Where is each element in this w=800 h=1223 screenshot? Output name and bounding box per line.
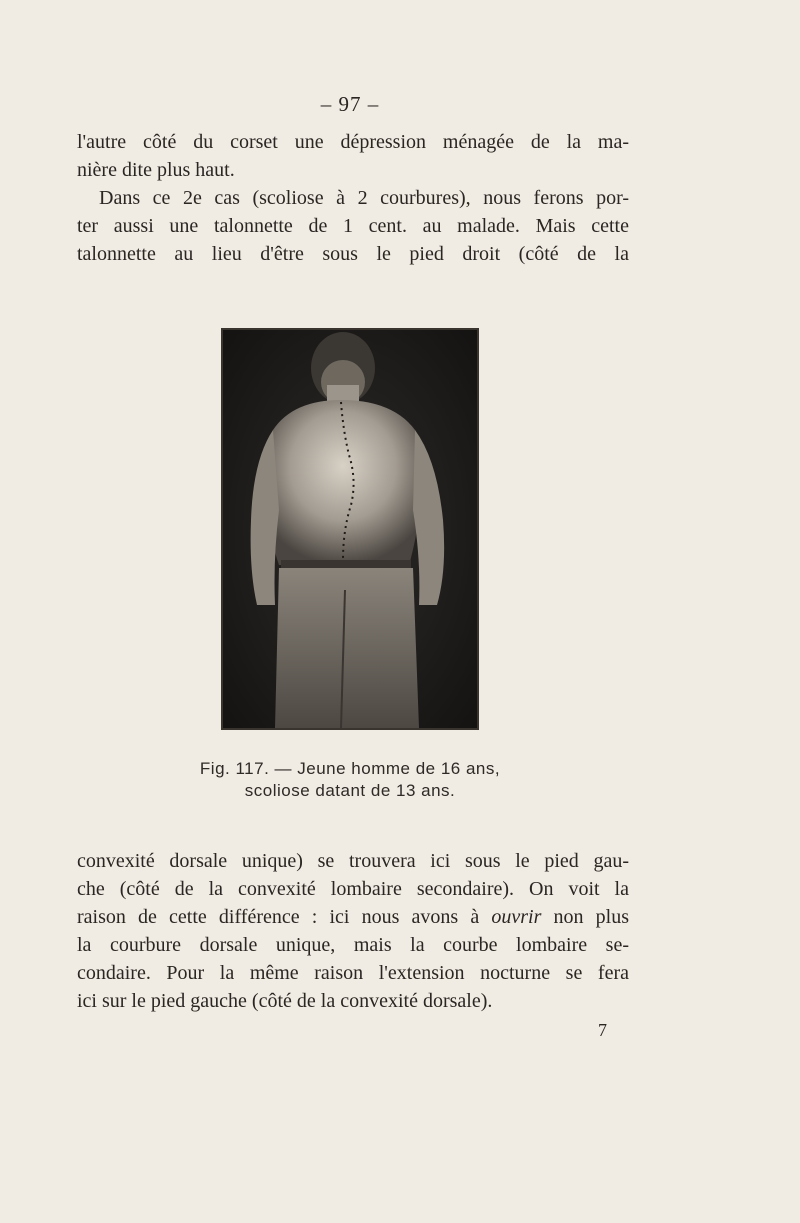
back-photograph xyxy=(223,330,477,728)
text-line: convexité dorsale unique) se trouvera ici sous le pied gau- xyxy=(77,850,629,872)
signature-mark: 7 xyxy=(598,1020,607,1040)
text-line: Dans ce 2e cas (scoliose à 2 courbures), nous ferons por- xyxy=(99,187,629,209)
figure-caption-line-1: Fig. 117. — Jeune homme de 16 ans, xyxy=(199,759,501,778)
text-line-with-italic xyxy=(77,903,629,931)
text-fragment: non plus xyxy=(553,906,630,928)
figure-caption-line-2: scoliose datant de 13 ans. xyxy=(244,781,456,800)
figure-photograph xyxy=(221,328,479,730)
text-line: talonnette au lieu d'être sous le pied droit (côté de la xyxy=(77,243,629,265)
text-line: l'autre côté du corset une dépression ménagée de la ma- xyxy=(77,131,629,153)
paragraph-1 xyxy=(77,128,629,184)
paragraph-3 xyxy=(77,847,629,1015)
text-line: nière dite plus haut. xyxy=(77,159,235,181)
text-fragment: raison de cette différence : ici nous avons à xyxy=(77,906,480,928)
text-line: che (côté de la convexité lombaire secondaire). On voit la xyxy=(77,878,629,900)
text-line: la courbure dorsale unique, mais la courbe lombaire se- xyxy=(77,934,629,956)
page-number: – 97 – xyxy=(320,92,380,116)
italic-word: ouvrir xyxy=(491,906,542,928)
text-line: ici sur le pied gauche (côté de la convexité dorsale). xyxy=(77,990,493,1012)
text-line: ter aussi une talonnette de 1 cent. au malade. Mais cette xyxy=(77,215,629,237)
text-line: condaire. Pour la même raison l'extension nocturne se fera xyxy=(77,962,629,984)
paragraph-2 xyxy=(77,184,629,268)
